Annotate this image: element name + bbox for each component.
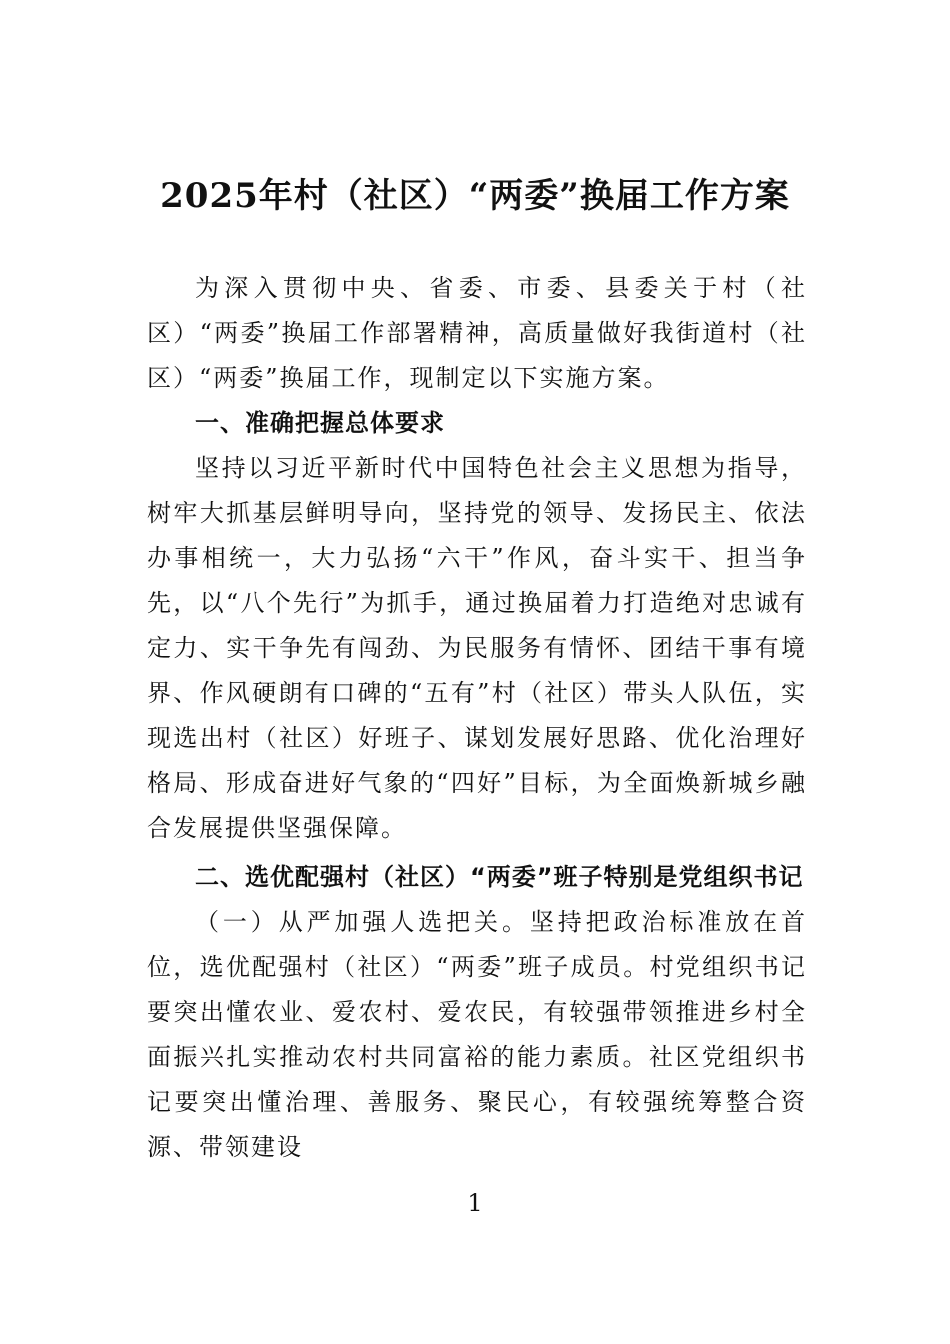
page-number: 1 — [467, 1189, 483, 1217]
document-body — [147, 266, 807, 1170]
section-heading-1: 一、准确把握总体要求 — [195, 409, 445, 437]
section-1-paragraph: 坚持以习近平新时代中国特色社会主义思想为指导，树牢大抓基层鲜明导向，坚持党的领导、发扬民主、依法办事相统一，大力弘扬“六干”作风，奋斗实干、担当争先，以“八个先行”为抓手，通过换届着力打造绝对忠诚有定力、实干争先有闯劲、为民服务有情怀、团结干事有境界、作风硬朗有口碑的“五有”村（社区）带头人队伍，实现选出村（社区）好班子、谋划发展好思路、优化治理好格局、形成奋进好气象的“四好”目标，为全面焕新城乡融合发展提供坚强保障。 — [147, 454, 807, 842]
section-heading-2: 二、选优配强村（社区）“两委”班子特别是党组织书记 — [195, 863, 804, 891]
intro-paragraph: 为深入贯彻中央、省委、市委、县委关于村（社区）“两委”换届工作部署精神，高质量做好我街道村（社区）“两委”换届工作，现制定以下实施方案。 — [147, 274, 807, 392]
section-2-paragraph-1: （一）从严加强人选把关。坚持把政治标准放在首位，选优配强村（社区）“两委”班子成员。村党组织书记要突出懂农业、爱农村、爱农民，有较强带领推进乡村全面振兴扎实推动农村共同富裕的能力素质。社区党组织书记要突出懂治理、善服务、聚民心，有较强统筹整合资源、带领建设 — [147, 908, 807, 1161]
document-title: 2025年村（社区）“两委”换届工作方案 — [160, 176, 790, 216]
